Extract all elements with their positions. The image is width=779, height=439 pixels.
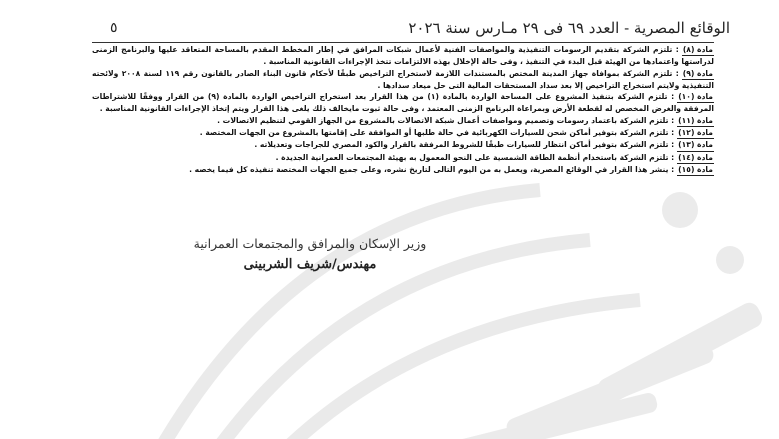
article-14 bbox=[92, 152, 714, 164]
article-13 bbox=[92, 139, 714, 151]
article-label: مادة (١٠) bbox=[677, 91, 714, 103]
article-text: : تلتزم الشركة بتوفير أماكن شحن للسيارات الكهربائية في حالة طلبها أو الموافقة على إقامتها بالمشروع من الجهات المختصة . bbox=[199, 128, 675, 138]
watermark-seal-graphic bbox=[120, 150, 779, 439]
signatory-title: وزير الإسكان والمرافق والمجتمعات العمرانية bbox=[193, 236, 427, 251]
articles-body bbox=[92, 44, 714, 176]
article-label: مادة (١٤) bbox=[677, 152, 714, 164]
article-9 bbox=[92, 68, 714, 92]
article-label: مادة (٨) bbox=[682, 44, 714, 56]
article-text: : تلتزم الشركة بتوفير أماكن انتظار للسيارات طبقًا للشروط المرفقة بالقرار والكود المصري للجراجات وتعديلاته . bbox=[254, 140, 675, 150]
article-8 bbox=[92, 44, 714, 68]
article-11 bbox=[92, 115, 714, 127]
header-divider bbox=[92, 42, 714, 43]
article-text: : تلتزم الشركة بموافاة جهاز المدينة المختص بالمستندات اللازمة لاستخراج التراخيص طبقًا لأحكام قانون البناء الصادر بالقانون رقم ١١٩ لسنة ٢٠٠٨ ولائحته التنفيذية ولايتم استخراج التراخيص إلا بعد سداد المستحقات المالية التى حل ميعاد سدادها . bbox=[92, 68, 714, 90]
article-text: : تلتزم الشركة باستخدام أنظمة الطاقة الشمسية على النحو المعمول به بهيئة المجتمعات العمرانية الجديدة . bbox=[275, 152, 675, 162]
article-12 bbox=[92, 127, 714, 139]
article-label: مادة (١٥) bbox=[677, 164, 714, 176]
article-text: : تلتزم الشركة بتنفيذ المشروع على المساحة الواردة بالمادة (١) من هذا القرار بعد استخراج التراخيص الواردة بالمادة (٩) من القرار ووفقًا للاشتراطات المرفقة والغرض المخصص له لقطعة الأرض وبمراعاة البرنامج الزمنى المعتمد ، وفى حالة ثبوت مايخالف ذلك يلغى هذا القرار ويتم إتخاذ الإجراءات القانونية المناسبة . bbox=[92, 92, 714, 114]
article-text: : تلتزم الشركة بتقديم الرسومات التنفيذية والمواصفات الفنية لأعمال شبكات المرافق في إطار المخطط المقدم بالمساحة المتعاقد عليها والبرنامج الزمنى لدراستها واعتمادها من الهيئة قبل البدء في التنفيذ ، وفى حالة الإخلال بهذه الالتزامات تتخذ الإجراءات القانونية المناسبة . bbox=[92, 45, 714, 67]
article-label: مادة (١١) bbox=[677, 115, 714, 127]
header-title: الوقائع المصرية - العدد ٦٩ فى ٢٩ مـارس سنة ٢٠٢٦ bbox=[408, 19, 730, 37]
article-label: مادة (١٣) bbox=[677, 139, 714, 151]
article-label: مادة (٩) bbox=[682, 68, 714, 80]
signatory-name: مهندس/شريف الشربينى bbox=[243, 257, 377, 272]
page-number: ٥ bbox=[110, 20, 118, 36]
article-10 bbox=[92, 91, 714, 115]
gazette-header bbox=[110, 16, 730, 40]
watermark-seal bbox=[120, 150, 779, 439]
signature-block bbox=[160, 233, 460, 275]
article-15 bbox=[92, 164, 714, 176]
article-label: مادة (١٢) bbox=[677, 127, 714, 139]
article-text: : ينشر هذا القرار في الوقائع المصرية، ويعمل به من اليوم التالى لتاريخ نشره، وعلى جميع الجهات المختصة تنفيذه كل فيما يخصه . bbox=[189, 164, 675, 174]
article-text: : تلتزم الشركة باعتماد رسومات وتصميم ومواصفات أعمال شبكة الاتصالات بالمشروع من الجهاز القومي لتنظيم الاتصالات . bbox=[217, 115, 675, 125]
